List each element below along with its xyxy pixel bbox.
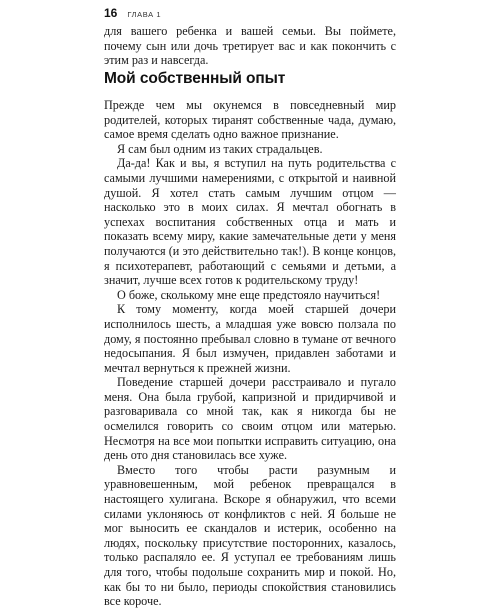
intro-paragraph: для вашего ребенка и вашей семьи. Вы поймете, почему сын или дочь третирует вас и как покончить с этим раз и навсегда. xyxy=(104,24,396,68)
section-body xyxy=(104,98,396,609)
body-paragraph: К тому моменту, когда моей старшей дочери исполнилось шесть, а младшая уже вовсю ползала по дому, я постоянно пребывал словно в тумане от вечного недосыпания. Я был измучен, придавлен заботами и мечтал вернуться к прежней жизни. xyxy=(104,302,396,375)
page-number: 16 xyxy=(104,6,118,20)
body-paragraph: Поведение старшей дочери расстраивало и пугало меня. Она была грубой, капризной и придирчивой и разговаривала со мной так, как я никогда бы не осмелился говорить со своим отцом или матерью. Несмотря на все мои попытки исправить ситуацию, она день ото дня становилась все хуже. xyxy=(104,375,396,463)
body-paragraph: Прежде чем мы окунемся в повседневный мир родителей, которых тиранят собственные чада, думаю, самое время сделать одно важное признание. xyxy=(104,98,396,142)
body-paragraph: Вместо того чтобы расти разумным и уравновешенным, мой ребенок превращался в настоящего хулигана. Вскоре я обнаружил, что всеми силами уклоняюсь от конфликтов с ней. Я больше не мог выносить ее скандалов и истерик, особенно на людях, поскольку присутствие посторонних, казалось, только распаляло ее. Я уступал ее требованиям лишь для того, чтобы подольше сохранить мир и покой. Но, как бы то ни было, периоды спокойствия становились все короче. xyxy=(104,462,396,609)
page-header xyxy=(104,6,161,20)
body-paragraph: Да-да! Как и вы, я вступил на путь родительства с самыми лучшими намерениями, с открытой и наивной душой. Я хотел стать самым лучшим отцом — насколько это в моих силах. Я мечтал обогнать в успехах воспитания собственных отца и мать и показать всему миру, какие замечательные дети у меня получаются (и это действительно так!). В конце концов, я психотерапевт, работающий с семьями и детьми, а значит, лучше всех готов к родительскому труду! xyxy=(104,156,396,288)
chapter-label: ГЛАВА 1 xyxy=(127,10,162,19)
body-paragraph: Я сам был одним из таких страдальцев. xyxy=(117,141,323,156)
section-title: Мой собственный опыт xyxy=(104,70,286,87)
body-paragraph: О боже, сколькому мне еще предстояло научиться! xyxy=(117,287,381,302)
intro-text xyxy=(104,24,396,68)
